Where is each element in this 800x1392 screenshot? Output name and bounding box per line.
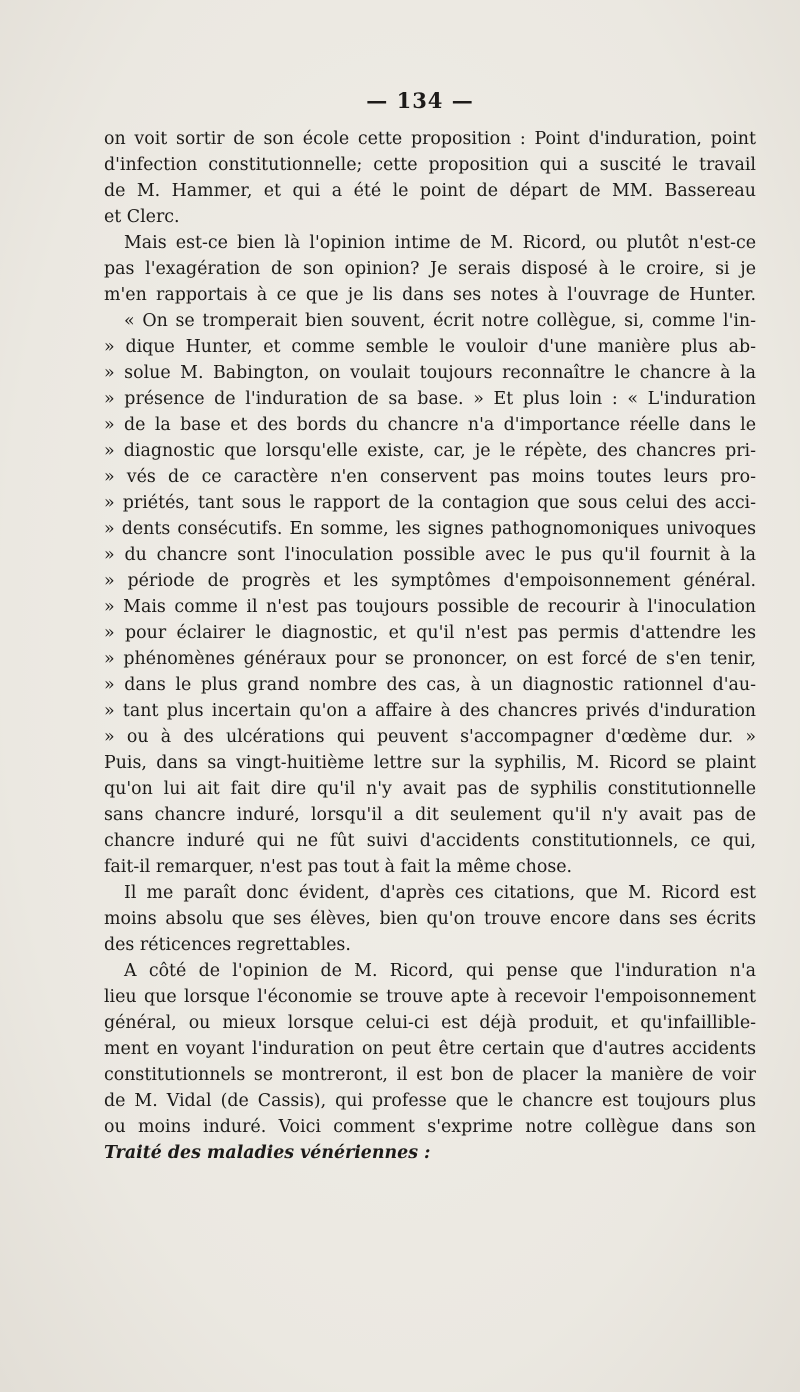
text-line: » dents consécutifs. En somme, les signes pathognomoniques univoques [104,519,756,539]
text-line: » priétés, tant sous le rapport de la contagion que sous celui des acci- [104,493,756,513]
text-line: Il me paraît donc évident, d'après ces citations, que M. Ricord est [124,883,756,903]
text-line: pas l'exagération de son opinion? Je serais disposé à le croire, si je [104,259,756,279]
text-line: » du chancre sont l'inoculation possible avec le pus qu'il fournit à la [104,545,756,565]
text-line: sans chancre induré, lorsqu'il a dit seulement qu'il n'y avait pas de [104,805,756,825]
text-line: moins absolu que ses élèves, bien qu'on trouve encore dans ses écrits [104,909,756,929]
text-line: » diagnostic que lorsqu'elle existe, car, je le répète, des chancres pri- [104,441,756,461]
text-line: » de la base et des bords du chancre n'a d'importance réelle dans le [104,415,756,435]
text-line: d'infection constitutionnelle; cette proposition qui a suscité le travail [104,155,756,175]
text-line: » Mais comme il n'est pas toujours possible de recourir à l'inoculation [104,597,756,617]
text-line: constitutionnels se montreront, il est bon de placer la manière de voir [104,1065,756,1085]
text-line: Mais est-ce bien là l'opinion intime de M. Ricord, ou plutôt n'est-ce [124,233,756,253]
text-line: « On se tromperait bien souvent, écrit notre collègue, si, comme l'in- [124,311,756,331]
text-line: m'en rapportais à ce que je lis dans ses notes à l'ouvrage de Hunter. [104,285,756,305]
text-line: » dique Hunter, et comme semble le vouloir d'une manière plus ab- [104,337,756,357]
text-line: A côté de l'opinion de M. Ricord, qui pense que l'induration n'a [124,961,756,981]
text-line: général, ou mieux lorsque celui-ci est déjà produit, et qu'infaillible- [104,1013,756,1033]
text-line: Puis, dans sa vingt-huitième lettre sur la syphilis, M. Ricord se plaint [104,753,756,773]
text-line: ment en voyant l'induration on peut être certain que d'autres accidents [104,1039,756,1059]
text-line: Traité des maladies vénériennes : [104,1143,431,1163]
text-line: ou moins induré. Voici comment s'exprime notre collègue dans son [104,1117,756,1137]
text-line: chancre induré qui ne fût suivi d'accidents constitutionnels, ce qui, [104,831,756,851]
text-line: de M. Hammer, et qui a été le point de départ de MM. Bassereau [104,181,756,201]
text-line: » tant plus incertain qu'on a affaire à des chancres privés d'induration [104,701,756,721]
body-text [104,126,756,1166]
text-line: fait-il remarquer, n'est pas tout à fait la même chose. [104,857,573,877]
text-line: » période de progrès et les symptômes d'empoisonnement général. [104,571,756,591]
text-line: » ou à des ulcérations qui peuvent s'accompagner d'œdème dur. » [104,727,756,747]
text-line: » phénomènes généraux pour se prononcer, on est forcé de s'en tenir, [104,649,756,669]
text-line: » présence de l'induration de sa base. » Et plus loin : « L'induration [104,389,756,409]
text-line: » dans le plus grand nombre des cas, à un diagnostic rationnel d'au- [104,675,756,695]
text-line: de M. Vidal (de Cassis), qui professe que le chancre est toujours plus [104,1091,756,1111]
text-line: » pour éclairer le diagnostic, et qu'il n'est pas permis d'attendre les [104,623,756,643]
text-line: et Clerc. [104,207,180,227]
text-line: » solue M. Babington, on voulait toujours reconnaître le chancre à la [104,363,756,383]
page-number: — 134 — [366,88,474,113]
text-line: qu'on lui ait fait dire qu'il n'y avait pas de syphilis constitutionnelle [104,779,756,799]
text-line: » vés de ce caractère n'en conservent pas moins toutes leurs pro- [104,467,756,487]
text-line: lieu que lorsque l'économie se trouve apte à recevoir l'empoisonnement [104,987,756,1007]
text-line: des réticences regrettables. [104,935,351,955]
text-line: on voit sortir de son école cette proposition : Point d'induration, point [104,129,756,149]
